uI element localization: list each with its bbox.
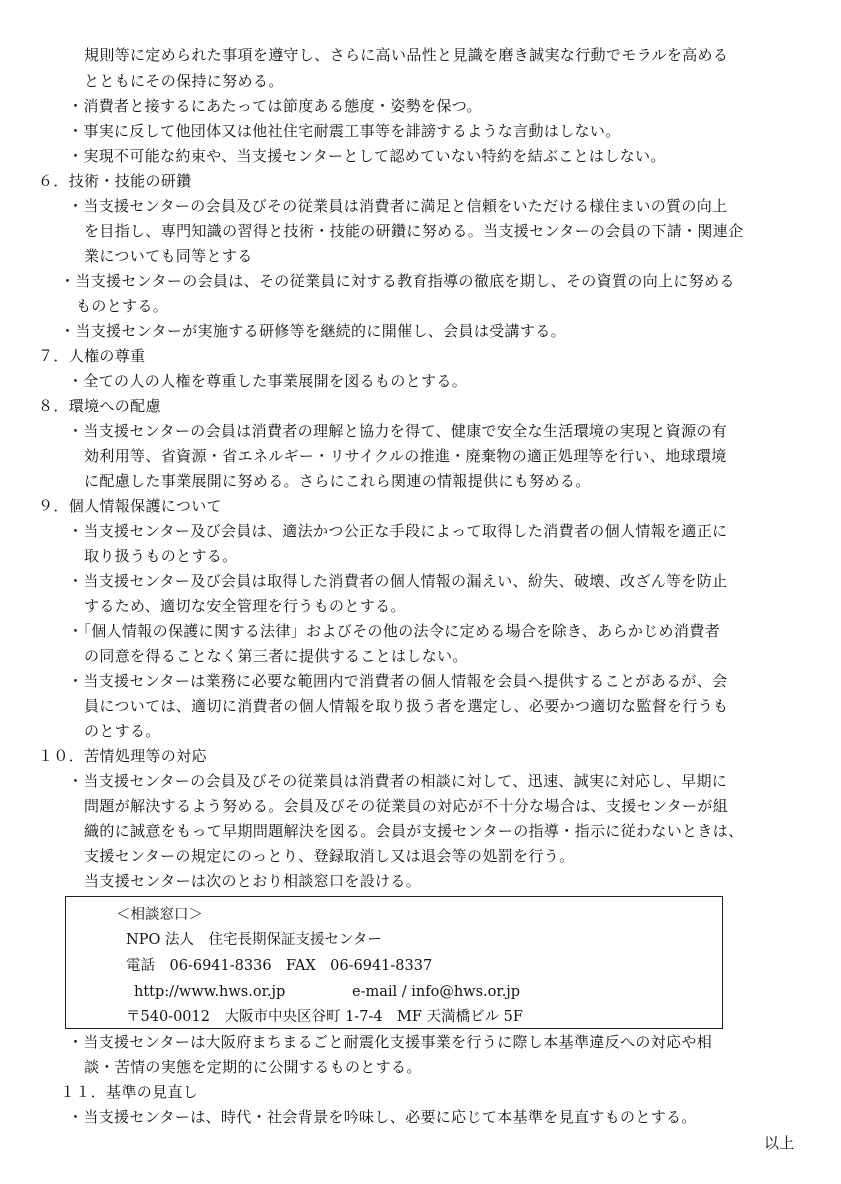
contact-box xyxy=(65,896,723,1029)
bullet-item: ・当支援センター及び会員は、適法かつ公正な手段によって取得した消費者の個人情報を適正に xyxy=(68,522,728,540)
body-line: とともにその保持に努める。 xyxy=(84,72,284,90)
section-heading: １１．基準の見直し xyxy=(60,1083,199,1101)
section-heading: ７．人権の尊重 xyxy=(38,347,146,365)
body-line: の同意を得ることなく第三者に提供することはしない。 xyxy=(84,647,468,665)
contact-phone: 電話 06-6941-8336 FAX 06-6941-8337 xyxy=(126,958,433,974)
contact-org: NPO 法人 住宅長期保証支援センター xyxy=(126,932,382,948)
bullet-item: ・事実に反して他団体又は他社住宅耐震工事等を誹謗するような言動はしない。 xyxy=(68,122,621,140)
body-line: 取り扱うものとする。 xyxy=(84,547,238,565)
bullet-item: ・消費者と接するにあたっては節度ある態度・姿勢を保つ。 xyxy=(68,97,482,115)
bullet-item: ・当支援センターの会員は消費者の理解と協力を得て、健康で安全な生活環境の実現と資源の有 xyxy=(68,422,728,440)
section-heading: １０．苦情処理等の対応 xyxy=(38,747,207,765)
body-line: 織的に誠意をもって早期問題解決を図る。会員が支援センターの指導・指示に従わないときは、 xyxy=(84,822,744,840)
body-line: 談・苦情の実態を定期的に公開するものとする。 xyxy=(84,1058,422,1076)
bullet-item: ・当支援センターが実施する研修等を継続的に開催し、会員は受講する。 xyxy=(60,322,566,340)
body-line: ものとする。 xyxy=(76,297,169,315)
bullet-item: ・当支援センターは大阪府まちまるごと耐震化支援事業を行うに際し本基準違反への対応や相 xyxy=(68,1033,713,1051)
contact-email: e-mail / info@hws.or.jp xyxy=(352,984,521,1000)
section-heading: ９．個人情報保護について xyxy=(38,497,222,515)
bullet-item: ・当支援センターの会員及びその従業員は消費者の相談に対して、迅速、誠実に対応し、早期に xyxy=(68,772,728,790)
bullet-item: ・当支援センターの会員及びその従業員は消費者に満足と信頼をいただける様住まいの質の向上 xyxy=(68,197,728,215)
bullet-item: ・全ての人の人権を尊重した事業展開を図るものとする。 xyxy=(68,372,468,390)
body-line: 効利用等、省資源・省エネルギー・リサイクルの推進・廃棄物の適正処理等を行い、地球環境 xyxy=(84,447,727,465)
body-line: のとする。 xyxy=(84,722,161,740)
section-heading: ６．技術・技能の研鑽 xyxy=(38,172,192,190)
bullet-item: ・「個人情報の保護に関する法律」およびその他の法令に定める場合を除き、あらかじめ消費者 xyxy=(68,622,720,640)
bullet-item: ・当支援センター及び会員は取得した消費者の個人情報の漏えい、紛失、破壊、改ざん等を防止 xyxy=(68,572,728,590)
bullet-item: ・当支援センターは、時代・社会背景を吟味し、必要に応じて本基準を見直すものとする。 xyxy=(68,1108,697,1126)
body-line: に配慮した事業展開に努める。さらにこれら関連の情報提供にも努める。 xyxy=(84,472,591,490)
body-line: 業についても同等とする xyxy=(84,247,253,265)
body-line: 員については、適切に消費者の個人情報を取り扱う者を選定し、必要かつ適切な監督を行うも xyxy=(84,697,729,715)
body-line: を目指し、専門知識の習得と技術・技能の研鑽に努める。当支援センターの会員の下請・関連企 xyxy=(84,222,744,240)
body-line: 問題が解決するよう努める。会員及びその従業員の対応が不十分な場合は、支援センターが組 xyxy=(84,797,729,815)
contact-url: http://www.hws.or.jp xyxy=(134,984,286,1000)
section-heading: ８．環境への配慮 xyxy=(38,397,161,415)
bullet-item: ・当支援センターは業務に必要な範囲内で消費者の個人情報を会員へ提供することがあるが、会 xyxy=(68,672,728,690)
closing-mark: 以上 xyxy=(764,1134,795,1152)
body-line: 支援センターの規定にのっとり、登録取消し又は退会等の処罰を行う。 xyxy=(84,847,575,865)
body-line: 当支援センターは次のとおり相談窓口を設ける。 xyxy=(84,872,422,890)
bullet-item: ・当支援センターの会員は、その従業員に対する教育指導の徹底を期し、その資質の向上に努める xyxy=(60,272,735,290)
body-line: するため、適切な安全管理を行うものとする。 xyxy=(84,597,406,615)
contact-address: 〒540-0012 大阪市中央区谷町 1-7-4 MF 天満橋ビル 5F xyxy=(126,1009,523,1025)
contact-heading: ＜相談窓口＞ xyxy=(116,907,203,923)
bullet-item: ・実現不可能な約束や、当支援センターとして認めていない特約を結ぶことはしない。 xyxy=(68,147,666,165)
body-line: 規則等に定められた事項を遵守し、さらに高い品性と見識を磨き誠実な行動でモラルを高める xyxy=(84,46,729,64)
